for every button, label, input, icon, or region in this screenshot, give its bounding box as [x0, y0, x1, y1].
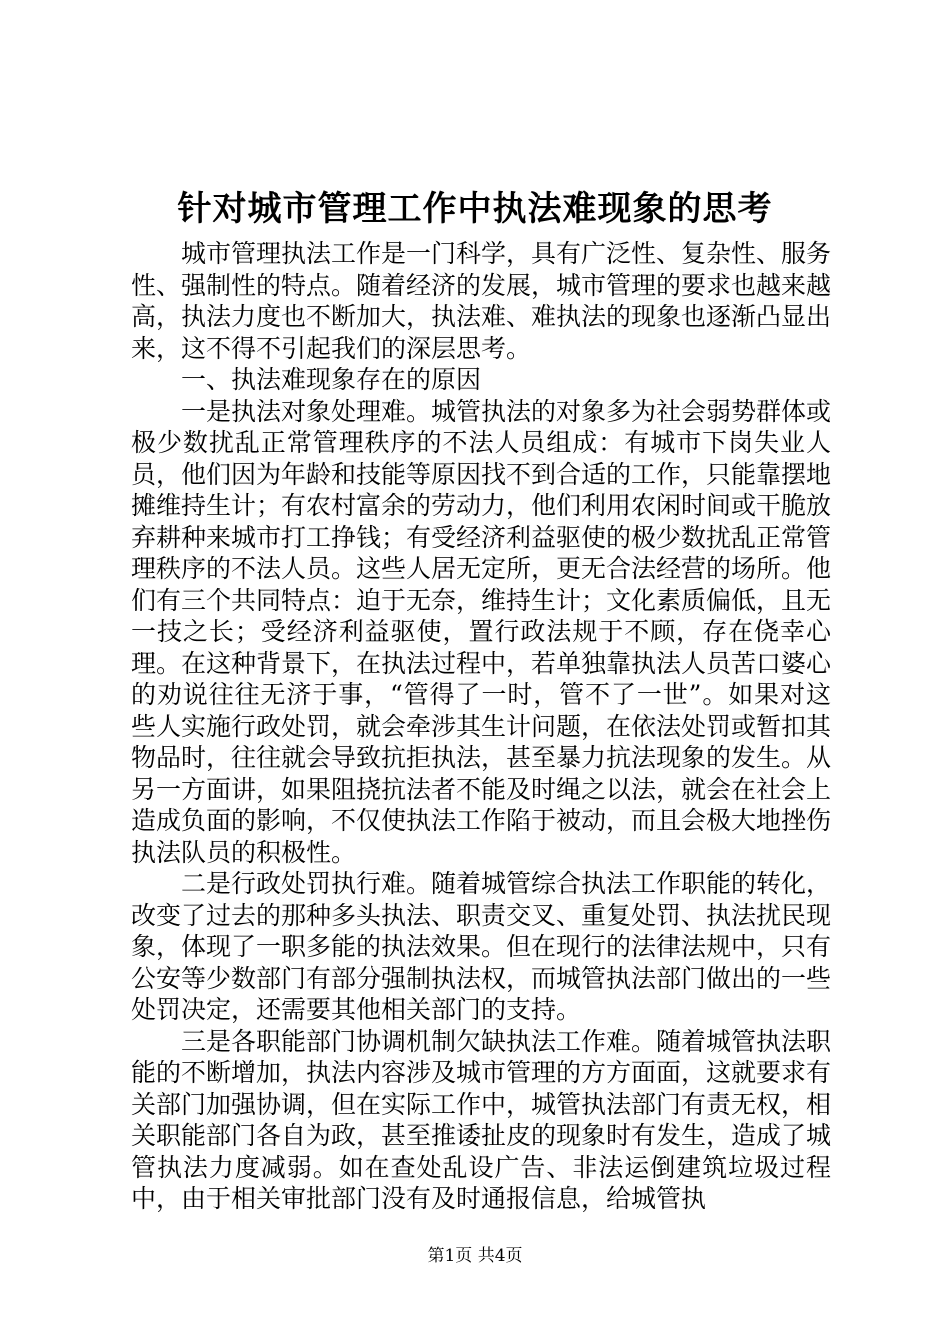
document-title: 针对城市管理工作中执法难现象的思考 [177, 189, 773, 229]
page-footer: 第1页 共4页 [427, 1246, 523, 1266]
body-paragraph-1: 一是执法对象处理难。城管执法的对象多为社会弱势群体或极少数扰乱正常管理秩序的不法人员组成：有城市下岗失业人员，他们因为年龄和技能等原因找不到合适的工作，只能靠摆地摊维持生计；有农村富余的劳动力，他们利用农闲时间或干脆放弃耕种来城市打工挣钱；有受经济利益驱使的极少数扰乱正常管理秩序的不法人员。这些人居无定所，更无合法经营的场所。他们有三个共同特点：迫于无奈，维持生计；文化素质偏低，且无一技之长；受经济利益驱使，置行政法规于不顾，存在侥幸心理。在这种背景下，在执法过程中，若单独靠执法人员苦口婆心的劝说往往无济于事，“管得了一时，管不了一世”。如果对这些人实施行政处罚，就会牵涉其生计问题，在依法处罚或暂扣其物品时，往往就会导致抗拒执法，甚至暴力抗法现象的发生。从另一方面讲，如果阻挠抗法者不能及时绳之以法，就会在社会上造成负面的影响，不仅使执法工作陷于被动，而且会极大地挫伤执法队员的积极性。 [131, 396, 832, 867]
body-paragraph-2: 二是行政处罚执行难。随着城管综合执法工作职能的转化，改变了过去的那种多头执法、职责交叉、重复处罚、执法扰民现象，体现了一职多能的执法效果。但在现行的法律法规中，只有公安等少数部门有部分强制执法权，而城管执法部门做出的一些处罚决定，还需要其他相关部门的支持。 [131, 869, 832, 1024]
intro-paragraph: 城市管理执法工作是一门科学，具有广泛性、复杂性、服务性、强制性的特点。随着经济的发展，城市管理的要求也越来越高，执法力度也不断加大，执法难、难执法的现象也逐渐凸显出来，这不得不引起我们的深层思考。 [131, 239, 832, 363]
document-body [131, 238, 831, 1215]
section-heading: 一、执法难现象存在的原因 [181, 365, 482, 394]
body-paragraph-3: 三是各职能部门协调机制欠缺执法工作难。随着城管执法职能的不断增加，执法内容涉及城市管理的方方面面，这就要求有关部门加强协调，但在实际工作中，城管执法部门有责无权，相关职能部门各自为政，甚至推诿扯皮的现象时有发生，造成了城管执法力度减弱。如在查处乱设广告、非法运倒建筑垃圾过程中，由于相关审批部门没有及时通报信息，给城管执 [131, 1026, 832, 1213]
